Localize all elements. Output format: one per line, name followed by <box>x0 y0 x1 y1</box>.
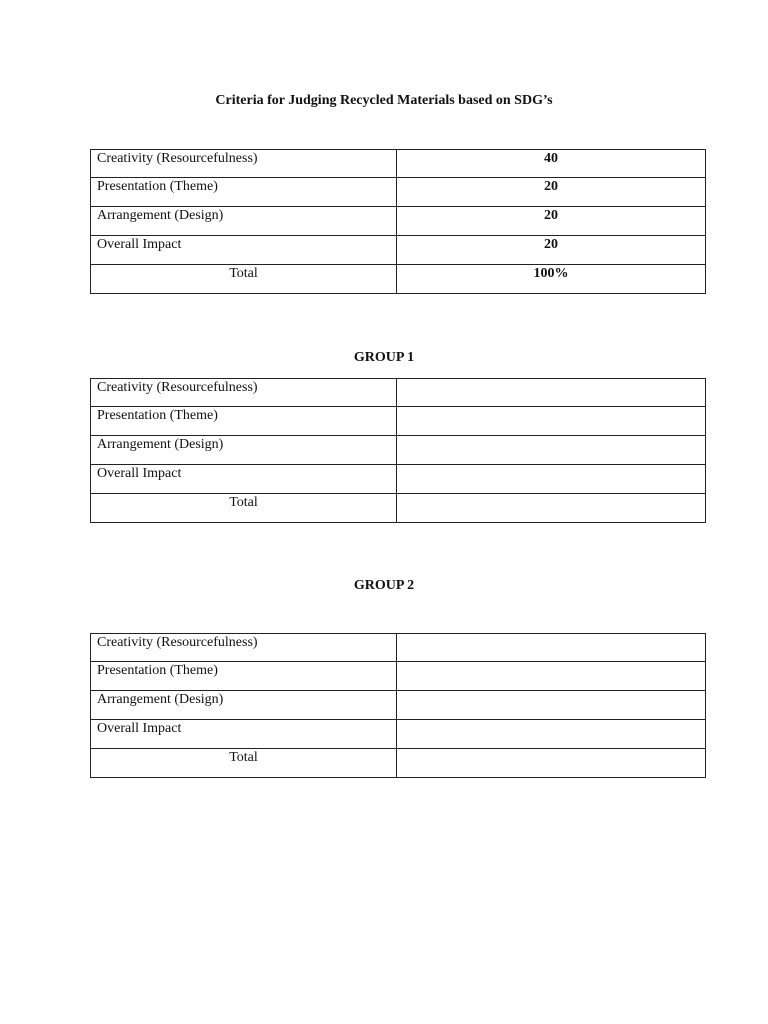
table-row <box>91 436 706 465</box>
total-score-cell[interactable] <box>397 494 706 523</box>
criterion-label: Arrangement (Design) <box>91 436 397 465</box>
table-row <box>91 720 706 749</box>
criterion-points: 40 <box>397 150 706 178</box>
criterion-label: Presentation (Theme) <box>91 178 397 207</box>
criterion-label: Overall Impact <box>91 465 397 494</box>
total-label: Total <box>91 494 397 523</box>
criterion-points: 20 <box>397 236 706 265</box>
table-row <box>91 178 706 207</box>
total-row <box>91 749 706 778</box>
criteria-table <box>90 149 706 294</box>
group1-heading: GROUP 1 <box>353 350 415 365</box>
total-label: Total <box>91 749 397 778</box>
total-label: Total <box>91 265 397 294</box>
table-row <box>91 379 706 407</box>
criterion-points: 20 <box>397 207 706 236</box>
table-row <box>91 236 706 265</box>
table-row <box>91 207 706 236</box>
group1-table <box>90 378 706 523</box>
total-row <box>91 265 706 294</box>
criterion-label: Arrangement (Design) <box>91 207 397 236</box>
table-row <box>91 150 706 178</box>
score-cell[interactable] <box>397 407 706 436</box>
total-score-cell[interactable] <box>397 749 706 778</box>
criterion-label: Arrangement (Design) <box>91 691 397 720</box>
score-cell[interactable] <box>397 634 706 662</box>
score-cell[interactable] <box>397 465 706 494</box>
criterion-label: Presentation (Theme) <box>91 407 397 436</box>
total-points: 100% <box>397 265 706 294</box>
table-row <box>91 662 706 691</box>
table-row <box>91 465 706 494</box>
score-cell[interactable] <box>397 436 706 465</box>
criterion-label: Creativity (Resourcefulness) <box>91 379 397 407</box>
total-row <box>91 494 706 523</box>
criterion-label: Creativity (Resourcefulness) <box>91 634 397 662</box>
criterion-label: Creativity (Resourcefulness) <box>91 150 397 178</box>
table-row <box>91 407 706 436</box>
criterion-label: Overall Impact <box>91 720 397 749</box>
score-cell[interactable] <box>397 691 706 720</box>
group2-table <box>90 633 706 778</box>
criterion-label: Overall Impact <box>91 236 397 265</box>
page-title: Criteria for Judging Recycled Materials based on SDG’s <box>215 93 553 108</box>
table-row <box>91 634 706 662</box>
score-cell[interactable] <box>397 720 706 749</box>
criterion-points: 20 <box>397 178 706 207</box>
score-cell[interactable] <box>397 662 706 691</box>
criterion-label: Presentation (Theme) <box>91 662 397 691</box>
score-cell[interactable] <box>397 379 706 407</box>
group2-heading: GROUP 2 <box>353 578 415 593</box>
table-row <box>91 691 706 720</box>
